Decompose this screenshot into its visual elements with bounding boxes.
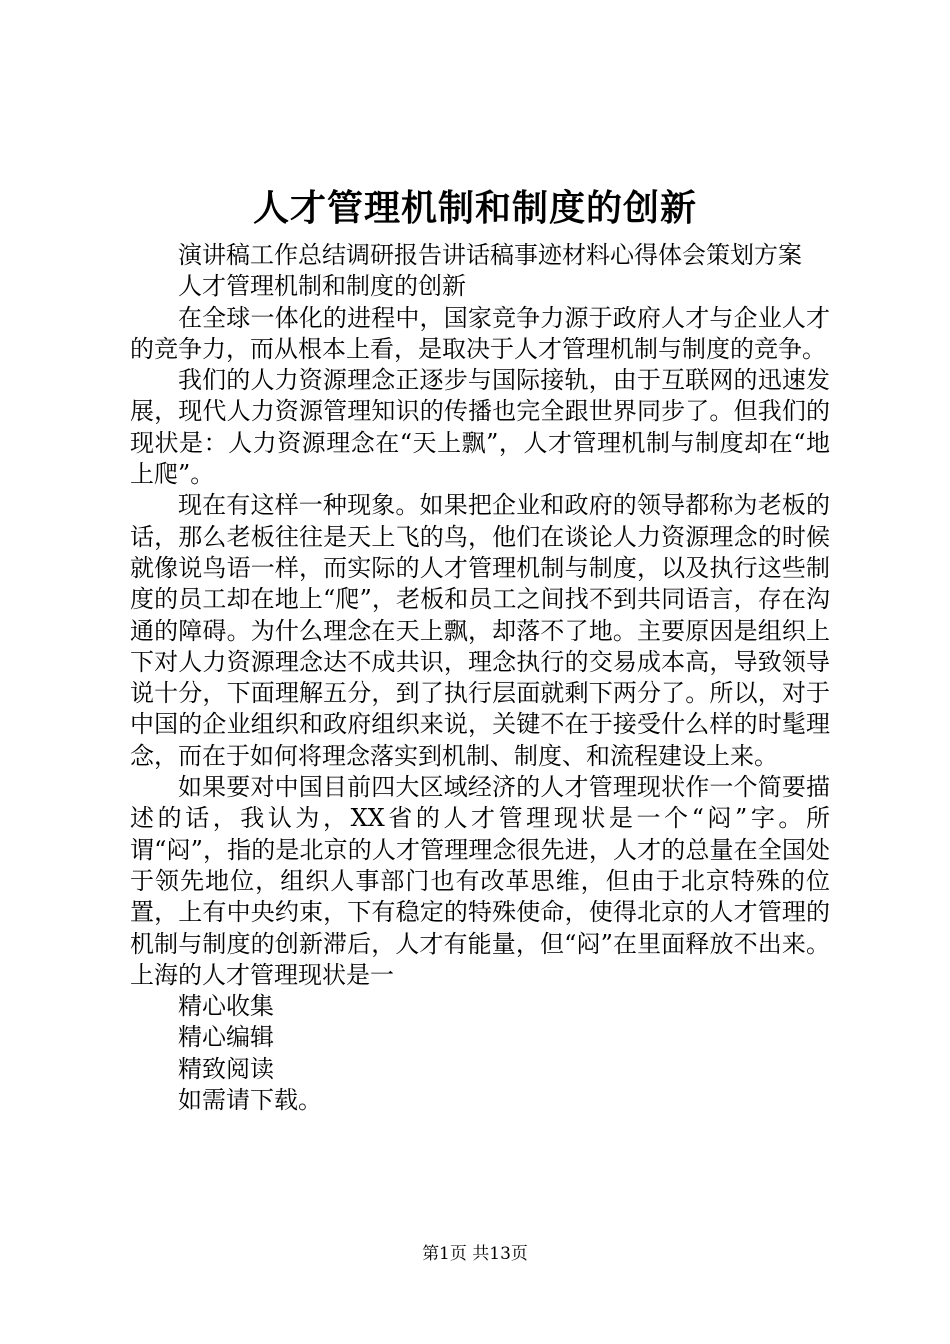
paragraph-collect: 精心收集 [178, 992, 274, 1021]
paragraph-intro: 在全球一体化的进程中，国家竞争力源于政府人才与企业人才的竞争力，而从根本上看，是取决于人才管理机制与制度的竞争。 [130, 303, 830, 363]
page-number-footer: 第1页 共13页 [422, 1244, 528, 1264]
paragraph-phenomenon: 现在有这样一种现象。如果把企业和政府的领导都称为老板的话，那么老板往往是天上飞的鸟，他们在谈论人力资源理念的时候就像说鸟语一样，而实际的人才管理机制与制度，以及执行这些制度的员工却在地上“爬”，老板和员工之间找不到共同语言，存在沟通的障碍。为什么理念在天上飘，却落不了地。主要原因是组织上下对人力资源理念达不成共识，理念执行的交易成本高，导致领导说十分，下面理解五分，到了执行层面就剩下两分了。所以，对于中国的企业组织和政府组织来说，关键不在于接受什么样的时髦理念，而在于如何将理念落实到机制、制度、和流程建设上来。 [130, 491, 830, 770]
document-body [130, 240, 830, 1116]
paragraph-regions: 如果要对中国目前四大区域经济的人才管理现状作一个简要描述的话，我认为，XX省的人才管理现状是一个“闷”字。所谓“闷”，指的是北京的人才管理理念很先进，人才的总量在全国处于领先地位，组织人事部门也有改革思维，但由于北京特殊的位置，上有中央约束，下有稳定的特殊使命，使得北京的人才管理的机制与制度的创新滞后，人才有能量，但“闷”在里面释放不出来。上海的人才管理现状是一 [130, 773, 830, 989]
paragraph-categories: 演讲稿工作总结调研报告讲话稿事迹材料心得体会策划方案 [178, 241, 802, 269]
paragraph-status: 我们的人力资源理念正逐步与国际接轨，由于互联网的迅速发展，现代人力资源管理知识的传播也完全跟世界同步了。但我们的现状是：人力资源理念在“天上飘”，人才管理机制与制度却在“地上爬”。 [130, 366, 830, 489]
document-title: 人才管理机制和制度的创新 [252, 187, 697, 229]
paragraph-read: 精致阅读 [178, 1054, 274, 1083]
paragraph-download: 如需请下载。 [178, 1086, 322, 1115]
paragraph-subtitle: 人才管理机制和制度的创新 [178, 272, 466, 301]
paragraph-edit: 精心编辑 [178, 1023, 274, 1052]
